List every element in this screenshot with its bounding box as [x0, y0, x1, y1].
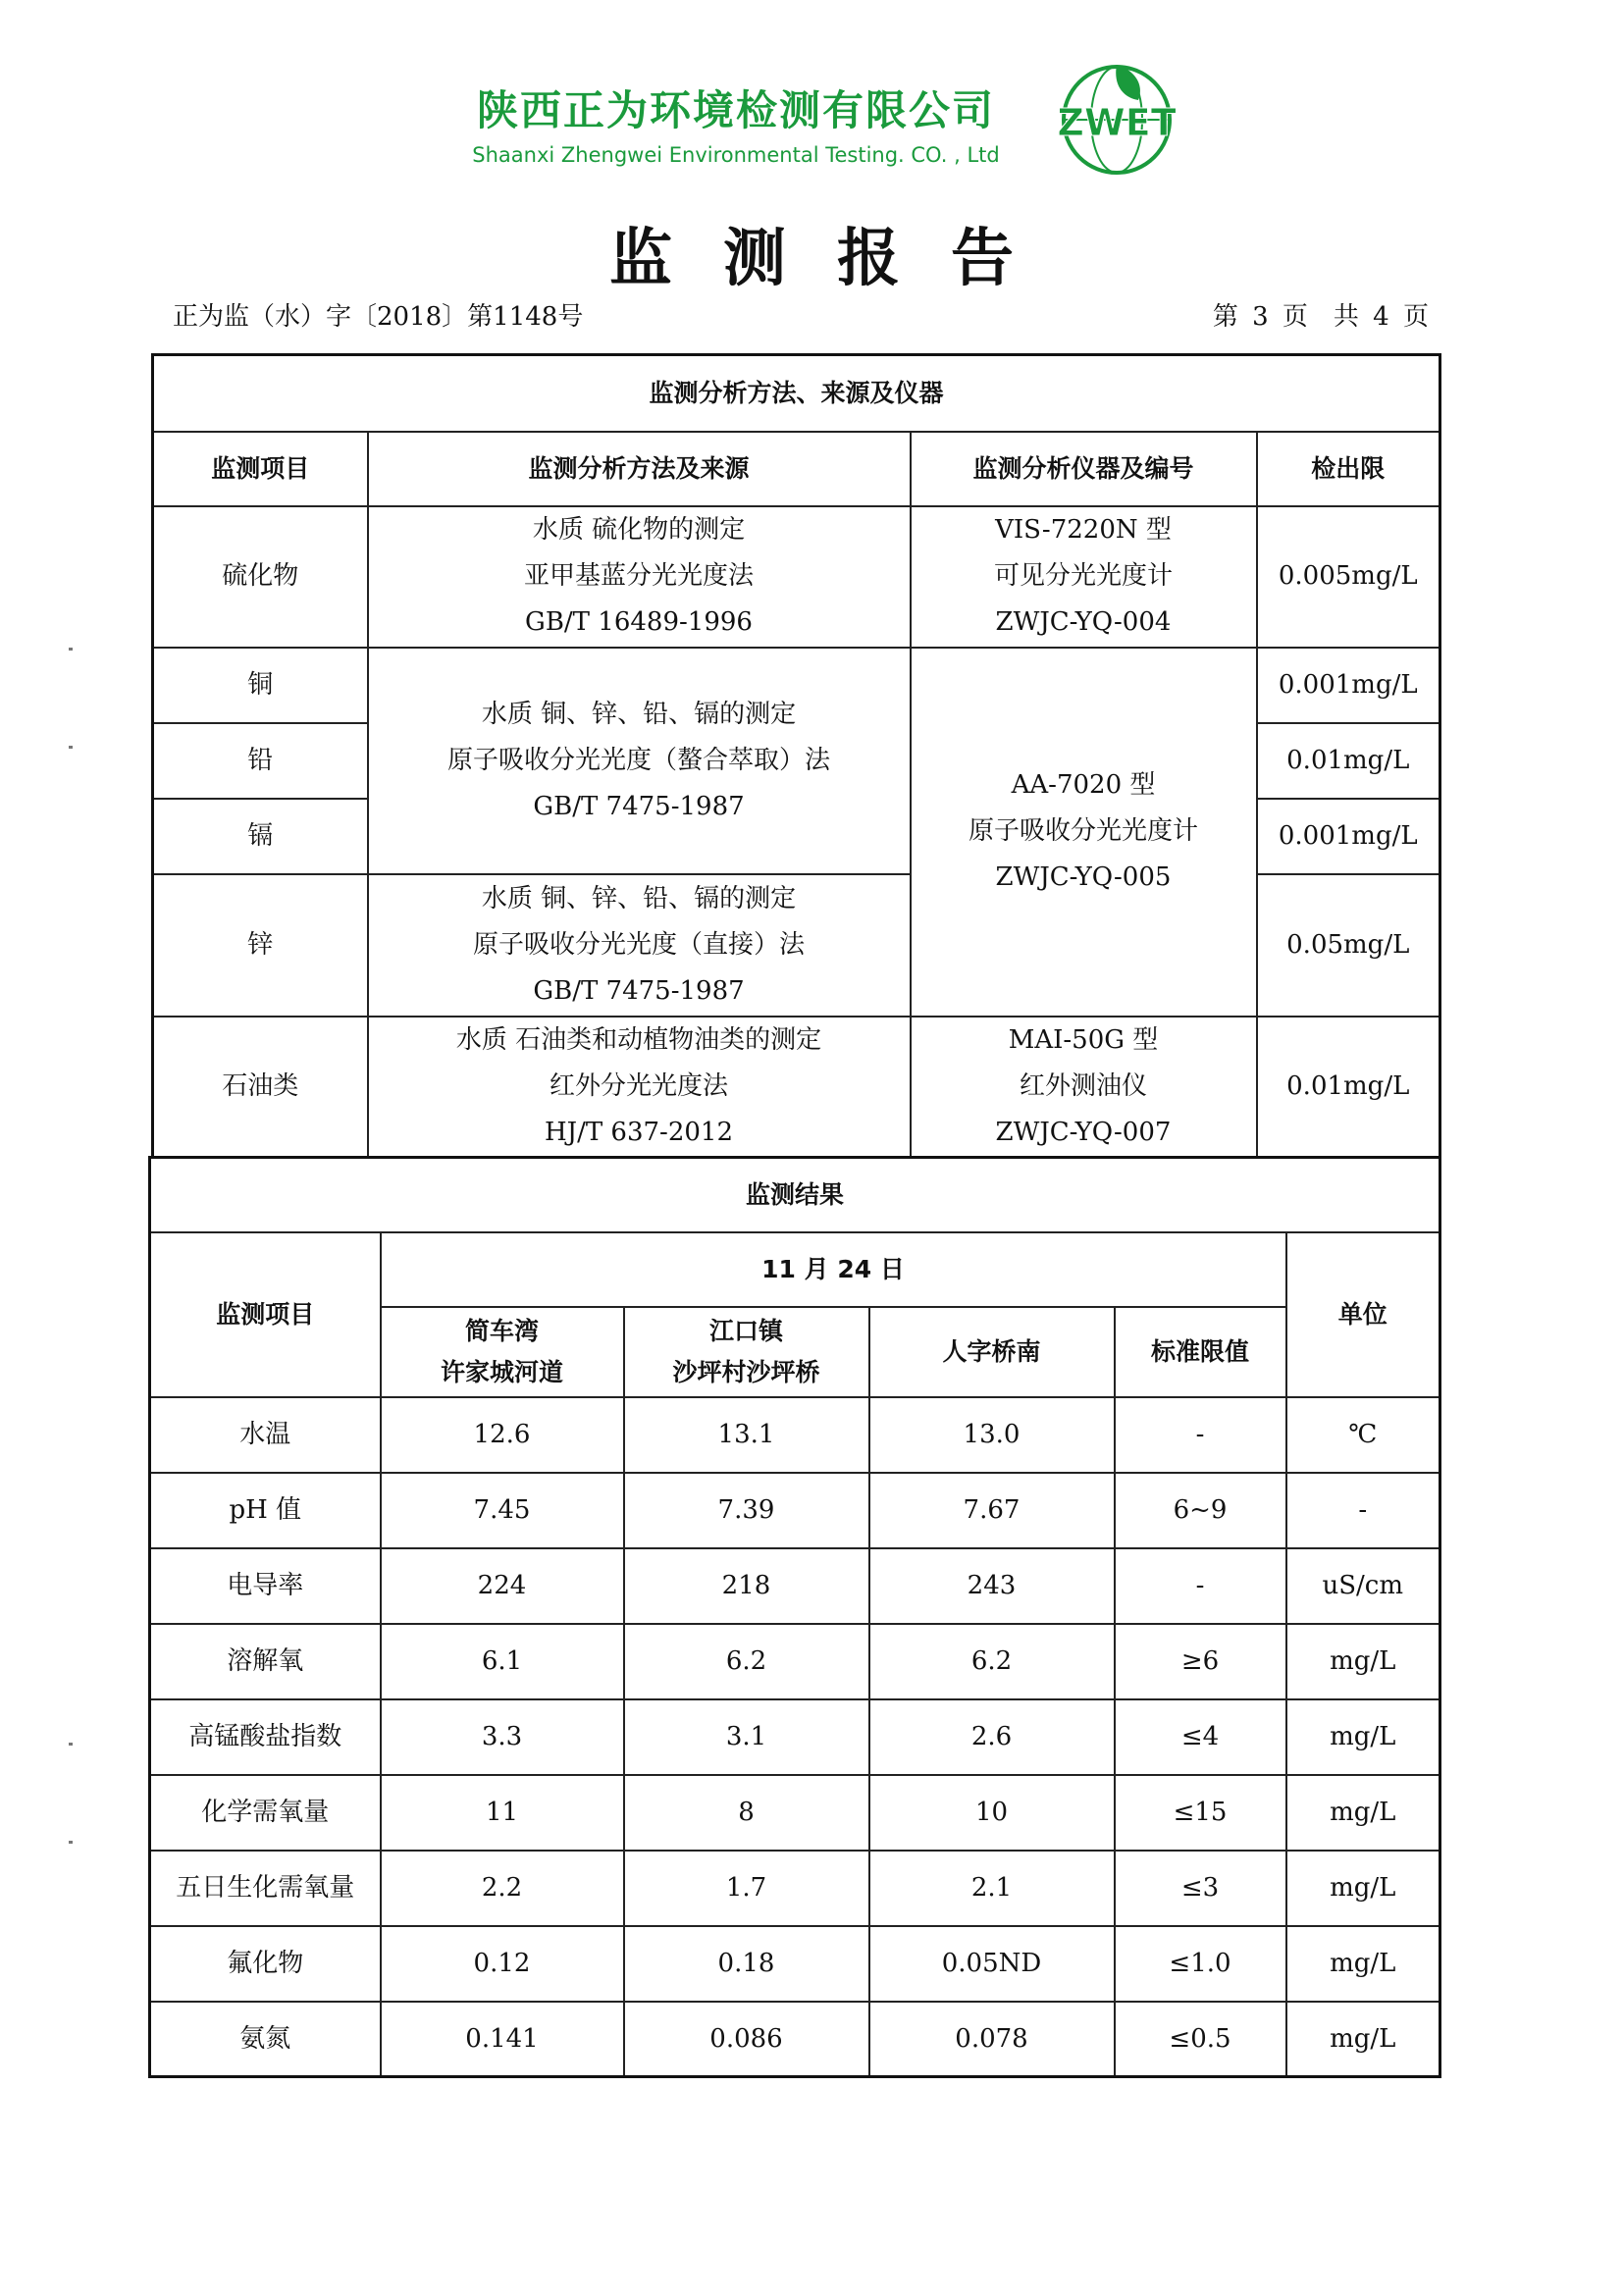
result-site-1: 0.141 — [381, 2002, 624, 2077]
limit-cell: 0.01mg/L — [1257, 723, 1440, 799]
methods-section-title: 监测分析方法、来源及仪器 — [153, 355, 1440, 432]
method-line: 红外分光光度法 — [549, 1070, 728, 1101]
method-line: 原子吸收分光光度（直接）法 — [472, 929, 805, 960]
site-line: 江口镇 — [708, 1316, 783, 1345]
results-date-header: 11 月 24 日 — [381, 1232, 1286, 1307]
instrument-line: VIS-7220N 型 — [995, 515, 1172, 545]
result-unit: ℃ — [1286, 1397, 1440, 1473]
document-number: 正为监（水）字〔2018〕第1148号 — [173, 302, 584, 332]
company-name-cn: 陕西正为环境检测有限公司 — [476, 86, 995, 134]
result-standard: ≤3 — [1115, 1851, 1286, 1926]
result-site-3: 7.67 — [869, 1473, 1115, 1548]
item-name: 铅 — [153, 723, 368, 799]
result-unit: mg/L — [1286, 1926, 1440, 2002]
results-table — [148, 1156, 1441, 2078]
result-standard: ≤0.5 — [1115, 2002, 1286, 2077]
instrument-line: AA-7020 型 — [1011, 770, 1156, 800]
limit-cell: 0.001mg/L — [1257, 648, 1440, 723]
result-item: pH 值 — [150, 1473, 381, 1548]
col-header-limit: 检出限 — [1257, 432, 1440, 506]
result-unit: mg/L — [1286, 1851, 1440, 1926]
method-line: HJ/T 637-2012 — [544, 1117, 734, 1147]
result-standard: - — [1115, 1397, 1286, 1473]
logo-text: ZWET — [1057, 101, 1177, 144]
method-cell-direct — [368, 874, 911, 1017]
result-site-3: 2.6 — [869, 1699, 1115, 1775]
table-row — [150, 1624, 1440, 1699]
method-cell — [368, 1017, 911, 1158]
limit-cell: 0.01mg/L — [1257, 1017, 1440, 1158]
instrument-line: ZWJC-YQ-005 — [995, 862, 1172, 892]
col-header-instrument: 监测分析仪器及编号 — [911, 432, 1257, 506]
result-site-3: 10 — [869, 1775, 1115, 1851]
results-section-title: 监测结果 — [150, 1158, 1440, 1232]
zwet-logo-icon — [1048, 57, 1185, 177]
result-item: 溶解氧 — [150, 1624, 381, 1699]
company-header — [461, 78, 1011, 167]
page-info: 第 3 页 共 4 页 — [1212, 302, 1429, 332]
instrument-line: ZWJC-YQ-007 — [995, 1117, 1172, 1147]
table-row — [150, 1775, 1440, 1851]
result-standard: ≤1.0 — [1115, 1926, 1286, 2002]
methods-table — [151, 353, 1441, 1159]
table-row — [150, 1699, 1440, 1775]
result-site-1: 7.45 — [381, 1473, 624, 1548]
instrument-line: 原子吸收分光光度计 — [968, 816, 1198, 846]
result-unit: uS/cm — [1286, 1548, 1440, 1624]
result-site-2: 1.7 — [624, 1851, 869, 1926]
table-row — [150, 1851, 1440, 1926]
method-cell — [368, 506, 911, 648]
result-standard: 6~9 — [1115, 1473, 1286, 1548]
table-row — [150, 2002, 1440, 2077]
item-name: 镉 — [153, 799, 368, 874]
method-line: GB/T 16489-1996 — [525, 607, 753, 637]
method-line: GB/T 7475-1987 — [533, 791, 745, 821]
result-site-1: 12.6 — [381, 1397, 624, 1473]
result-item: 五日生化需氧量 — [150, 1851, 381, 1926]
table-row — [150, 1473, 1440, 1548]
method-line: GB/T 7475-1987 — [533, 975, 745, 1006]
results-unit-header: 单位 — [1286, 1232, 1440, 1397]
result-site-2: 3.1 — [624, 1699, 869, 1775]
instrument-cell-aa7020 — [911, 648, 1257, 1017]
result-site-2: 218 — [624, 1548, 869, 1624]
result-site-2: 0.18 — [624, 1926, 869, 2002]
col-header-item: 监测项目 — [153, 432, 368, 506]
result-site-1: 6.1 — [381, 1624, 624, 1699]
result-item: 化学需氧量 — [150, 1775, 381, 1851]
method-line: 水质 石油类和动植物油类的测定 — [455, 1024, 822, 1055]
method-line: 原子吸收分光光度（螯合萃取）法 — [446, 745, 830, 775]
result-unit: mg/L — [1286, 1699, 1440, 1775]
document-title: 监测报告 — [609, 222, 1065, 295]
limit-cell: 0.005mg/L — [1257, 506, 1440, 648]
result-site-1: 11 — [381, 1775, 624, 1851]
result-site-3: 0.05ND — [869, 1926, 1115, 2002]
result-site-3: 6.2 — [869, 1624, 1115, 1699]
result-item: 氟化物 — [150, 1926, 381, 2002]
result-site-2: 8 — [624, 1775, 869, 1851]
site-line: 许家城河道 — [440, 1357, 563, 1386]
method-line: 亚甲基蓝分光光度法 — [523, 561, 754, 591]
result-item: 氨氮 — [150, 2002, 381, 2077]
result-standard: ≥6 — [1115, 1624, 1286, 1699]
result-site-2: 0.086 — [624, 2002, 869, 2077]
result-item: 电导率 — [150, 1548, 381, 1624]
company-name-en: Shaanxi Zhengwei Environmental Testing. CO. , Ltd — [472, 143, 1000, 167]
table-row — [150, 1926, 1440, 2002]
instrument-cell — [911, 1017, 1257, 1158]
result-site-1: 3.3 — [381, 1699, 624, 1775]
result-site-2: 13.1 — [624, 1397, 869, 1473]
instrument-line: 红外测油仪 — [1019, 1070, 1147, 1101]
site-header-3: 人字桥南 — [869, 1307, 1115, 1397]
result-site-3: 0.078 — [869, 2002, 1115, 2077]
site-line: 沙坪村沙坪桥 — [672, 1357, 820, 1386]
result-item: 高锰酸盐指数 — [150, 1699, 381, 1775]
instrument-line: ZWJC-YQ-004 — [995, 607, 1172, 637]
results-item-header: 监测项目 — [150, 1232, 381, 1397]
table-row — [150, 1397, 1440, 1473]
result-site-3: 243 — [869, 1548, 1115, 1624]
item-name: 锌 — [153, 874, 368, 1017]
instrument-line: MAI-50G 型 — [1008, 1024, 1159, 1055]
result-standard: ≤15 — [1115, 1775, 1286, 1851]
method-row-sulfide — [153, 506, 1440, 648]
result-site-3: 13.0 — [869, 1397, 1115, 1473]
item-name: 硫化物 — [153, 506, 368, 648]
method-line: 水质 硫化物的测定 — [532, 515, 746, 545]
result-standard: ≤4 — [1115, 1699, 1286, 1775]
instrument-line: 可见分光光度计 — [993, 561, 1173, 591]
item-name: 铜 — [153, 648, 368, 723]
result-unit: mg/L — [1286, 1775, 1440, 1851]
table-row — [150, 1548, 1440, 1624]
method-row-petroleum — [153, 1017, 1440, 1158]
site-header-2 — [624, 1307, 869, 1397]
result-site-3: 2.1 — [869, 1851, 1115, 1926]
method-row-copper — [153, 648, 1440, 723]
result-unit: mg/L — [1286, 1624, 1440, 1699]
result-item: 水温 — [150, 1397, 381, 1473]
method-line: 水质 铜、锌、铅、镉的测定 — [481, 699, 797, 729]
result-site-1: 224 — [381, 1548, 624, 1624]
result-site-1: 0.12 — [381, 1926, 624, 2002]
site-header-1 — [381, 1307, 624, 1397]
instrument-cell — [911, 506, 1257, 648]
result-site-2: 6.2 — [624, 1624, 869, 1699]
result-site-1: 2.2 — [381, 1851, 624, 1926]
method-cell-chelate — [368, 648, 911, 874]
result-site-2: 7.39 — [624, 1473, 869, 1548]
site-line: 简车湾 — [464, 1316, 539, 1345]
limit-cell: 0.05mg/L — [1257, 874, 1440, 1017]
method-line: 水质 铜、锌、铅、镉的测定 — [481, 883, 797, 913]
result-unit: - — [1286, 1473, 1440, 1548]
result-unit: mg/L — [1286, 2002, 1440, 2077]
result-standard: - — [1115, 1548, 1286, 1624]
limit-cell: 0.001mg/L — [1257, 799, 1440, 874]
col-header-method: 监测分析方法及来源 — [368, 432, 911, 506]
item-name: 石油类 — [153, 1017, 368, 1158]
standard-limit-header: 标准限值 — [1115, 1307, 1286, 1397]
